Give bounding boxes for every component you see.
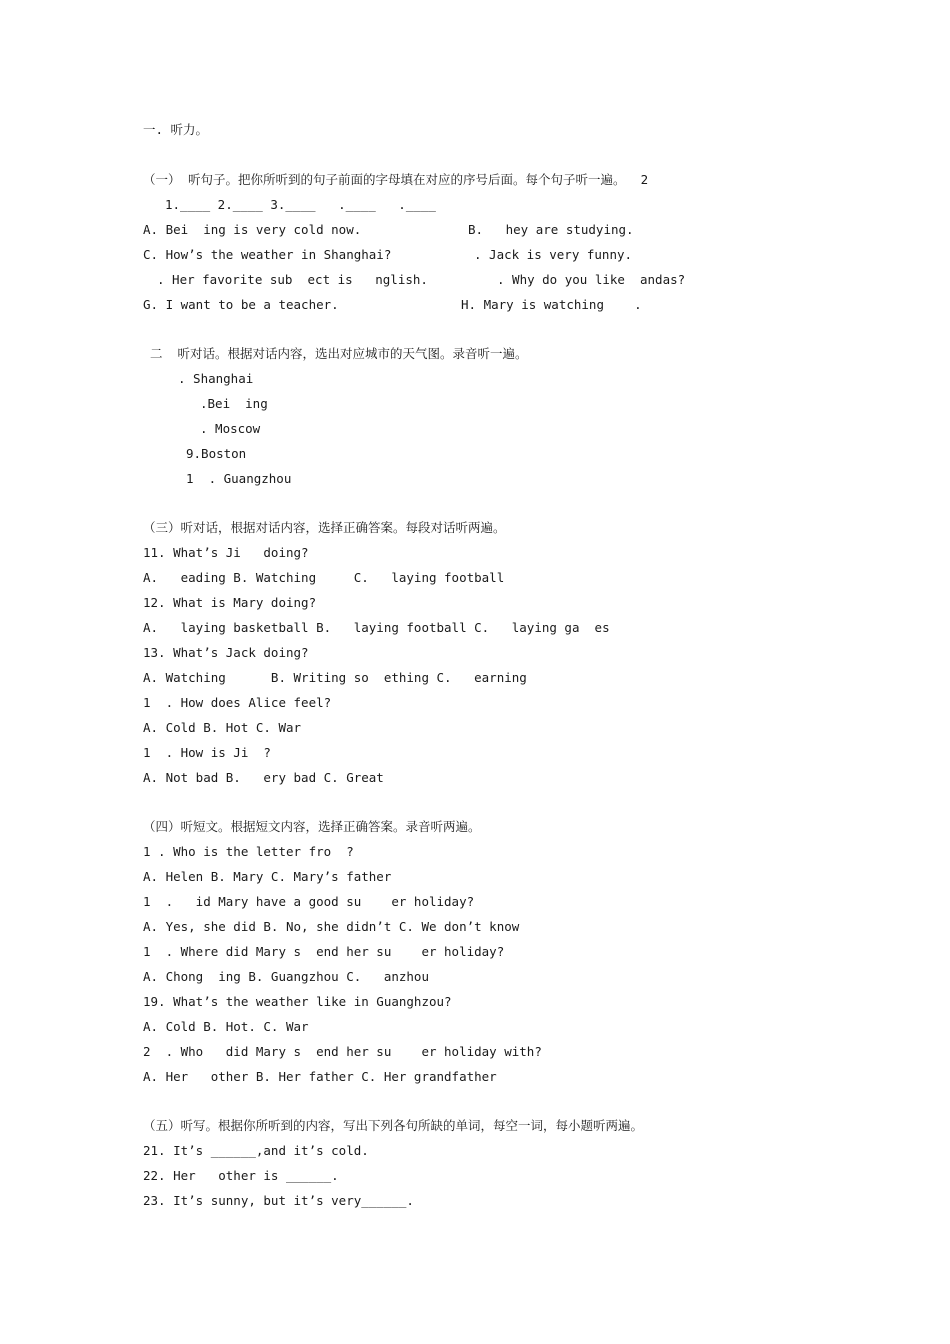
part4-line: 2 . Who did Mary s end her su er holiday with? xyxy=(143,1044,542,1059)
part3-line: 1 . How is Ji ? xyxy=(143,745,271,760)
part3-line: 13. What’s Jack doing? xyxy=(143,645,309,660)
part1-option: . Her favorite sub ect is nglish. xyxy=(157,272,428,287)
part3-line: A. Cold B. Hot C. War xyxy=(143,720,302,735)
part4-line: 1 . id Mary have a good su er holiday? xyxy=(143,894,475,909)
part4-line: 19. What’s the weather like in Guanghzou? xyxy=(143,994,452,1009)
part4-line: A. Chong ing B. Guangzhou C. anzhou xyxy=(143,969,429,984)
part5-line: 23. It’s sunny, but it’s very______. xyxy=(143,1193,414,1208)
part3-line: 12. What is Mary doing? xyxy=(143,595,317,610)
part4-heading: （四）听短文。根据短文内容，选择正确答案。录音听两遍。 xyxy=(143,819,481,834)
part1-option: A. Bei ing is very cold now. xyxy=(143,222,362,237)
part4-line: 1 . Who is the letter fro ? xyxy=(143,844,354,859)
part3-line: A. eading B. Watching C. laying football xyxy=(143,570,505,585)
part3-heading: （三）听对话，根据对话内容，选择正确答案。每段对话听两遍。 xyxy=(143,520,506,535)
part1-option: . Why do you like andas? xyxy=(497,272,686,287)
part4-line: A. Cold B. Hot. C. War xyxy=(143,1019,309,1034)
part3-line: A. Not bad B. ery bad C. Great xyxy=(143,770,384,785)
part2-item: 9.Boston xyxy=(186,446,247,461)
section-title: 一. 听力。 xyxy=(143,122,209,137)
part5-heading: （五）听写。根据你所听到的内容，写出下列各句所缺的单词，每空一词，每小题听两遍。 xyxy=(143,1118,644,1133)
part4-line: 1 . Where did Mary s end her su er holiday? xyxy=(143,944,505,959)
part1-option: . Jack is very funny. xyxy=(474,247,633,262)
part1-option: B. hey are studying. xyxy=(468,222,634,237)
part1-answer-blanks: 1.____ 2.____ 3.____ .____ .____ xyxy=(165,197,436,212)
part2-heading: 二 听对话。根据对话内容，选出对应城市的天气图。录音听一遍。 xyxy=(150,346,528,361)
part2-item: . Moscow xyxy=(200,421,261,436)
part1-heading: （一） 听句子。把你所听到的句子前面的字母填在对应的序号后面。每个句子听一遍。 2 xyxy=(143,172,649,187)
part2-item: .Bei ing xyxy=(200,396,268,411)
part2-item: 1 . Guangzhou xyxy=(186,471,292,486)
part3-line: 1 . How does Alice feel? xyxy=(143,695,332,710)
part1-option: G. I want to be a teacher. xyxy=(143,297,339,312)
part4-line: A. Her other B. Her father C. Her grandfather xyxy=(143,1069,497,1084)
part2-item: . Shanghai xyxy=(178,371,254,386)
part3-line: A. laying basketball B. laying football C. laying ga es xyxy=(143,620,610,635)
part5-line: 22. Her other is ______. xyxy=(143,1168,339,1183)
part1-option: C. How’s the weather in Shanghai? xyxy=(143,247,392,262)
part4-line: A. Yes, she did B. No, she didn’t C. We don’t know xyxy=(143,919,520,934)
part4-line: A. Helen B. Mary C. Mary’s father xyxy=(143,869,392,884)
part1-option: H. Mary is watching . xyxy=(461,297,642,312)
part3-line: A. Watching B. Writing so ething C. earning xyxy=(143,670,527,685)
part3-line: 11. What’s Ji doing? xyxy=(143,545,309,560)
part5-line: 21. It’s ______,and it’s cold. xyxy=(143,1143,369,1158)
